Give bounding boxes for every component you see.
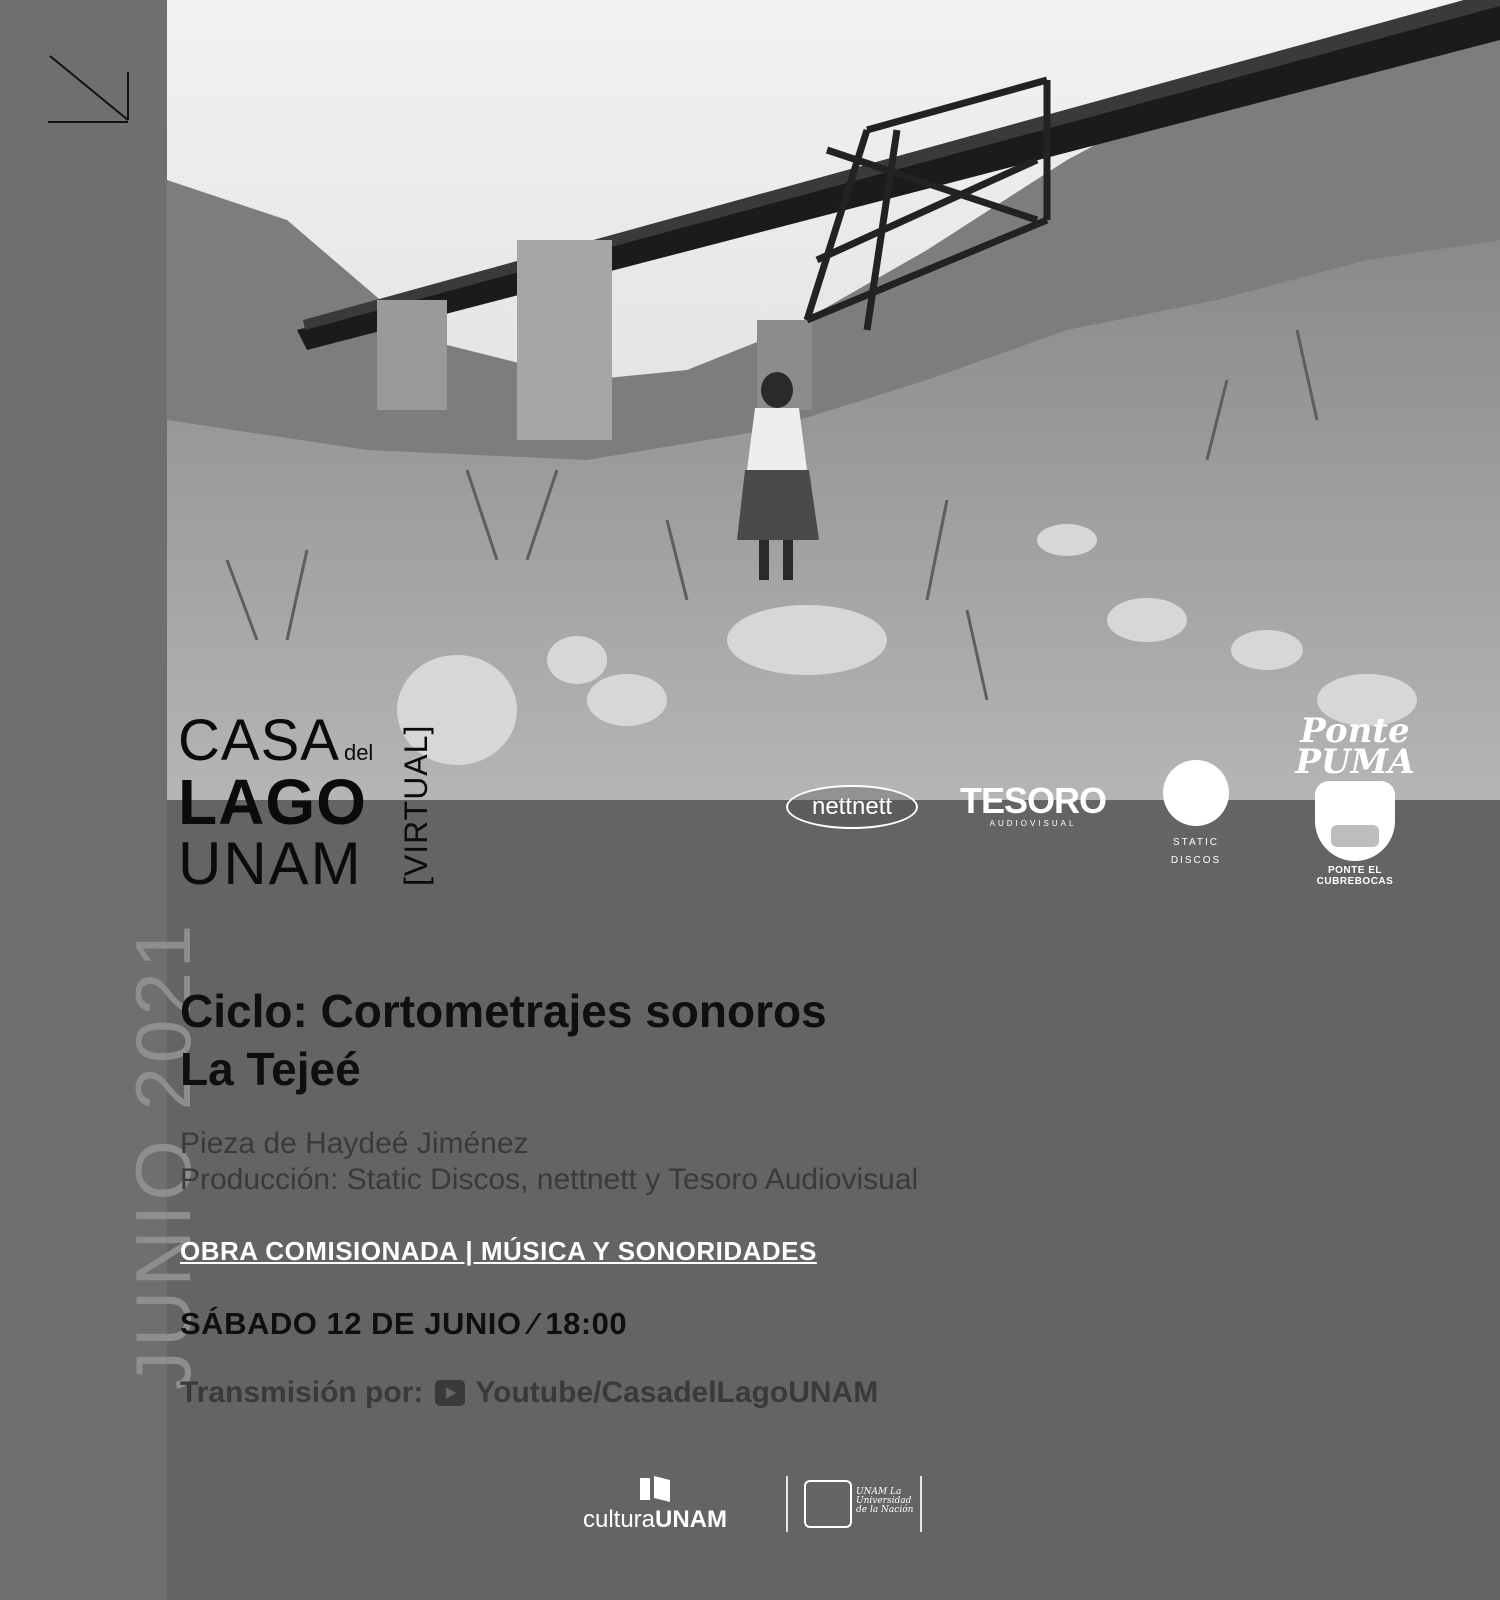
event-tagline[interactable]: OBRA COMISIONADA | MÚSICA Y SONORIDADES <box>180 1236 817 1266</box>
nettnett-logo <box>786 785 918 829</box>
unam-script-logo: UNAM La Universidad de la Nación <box>856 1487 914 1515</box>
credit-production: Producción: Static Discos, nettnett y Tesoro Audiovisual <box>180 1163 919 1196</box>
static-discos-disc-icon <box>1163 760 1229 826</box>
footer-divider-left <box>786 1476 788 1532</box>
logo-lago: LAGO <box>178 766 367 838</box>
nettnett-logo-text: nettnett <box>811 793 893 820</box>
cultura-unam-mark-icon <box>636 1474 674 1504</box>
cultura-unam-word: UNAM <box>655 1506 728 1533</box>
unam-seal-icon <box>804 1480 852 1528</box>
bridge-landscape-illustration <box>167 0 1500 800</box>
puma-mask-icon <box>1315 781 1395 861</box>
logo-casa: CASA <box>178 708 340 773</box>
footer <box>0 1470 1500 1560</box>
sidebar <box>0 0 207 1600</box>
month-year-label: JUNIO 2021 <box>119 920 207 1390</box>
cultura-word: cultura <box>582 1506 656 1533</box>
event-title-line2: La Tejeé <box>180 1043 361 1095</box>
cultura-unam-logo <box>580 1474 730 1534</box>
event-title-line1: Ciclo: Cortometrajes sonoros <box>180 985 827 1037</box>
credit-piece: Pieza de Haydeé Jiménez <box>180 1127 529 1160</box>
logo-virtual: [VIRTUAL] <box>398 724 434 886</box>
event-credits <box>180 1126 918 1198</box>
event-datetime: SÁBADO 12 DE JUNIO ⁄ 18:00 <box>180 1306 628 1341</box>
stream-info <box>180 1376 878 1410</box>
logo-unam: UNAM <box>178 830 363 897</box>
ponte-puma-caption: PONTE EL CUBREBOCAS <box>1316 865 1394 888</box>
tesoro-logo-subtext: AUDIOVISUAL <box>989 819 1077 828</box>
static-discos-logo <box>1146 760 1246 868</box>
stream-label: Transmisión por: <box>180 1376 424 1409</box>
youtube-icon <box>435 1380 465 1406</box>
hero-photo <box>167 0 1500 800</box>
tesoro-logo-text: TESORO <box>960 780 1107 821</box>
static-discos-text: STATIC DISCOS <box>1170 837 1222 866</box>
tesoro-logo <box>960 780 1107 828</box>
ponte-puma-logo <box>1290 711 1420 888</box>
logo-del: del <box>343 740 374 765</box>
footer-divider-right <box>920 1476 922 1532</box>
casa-del-lago-logo <box>178 708 374 897</box>
event-title <box>180 982 827 1098</box>
arrow-down-right-icon <box>48 54 132 126</box>
ponte-puma-script: Ponte PUMA <box>1295 711 1415 782</box>
stream-link[interactable]: Youtube/CasadelLagoUNAM <box>475 1376 879 1409</box>
